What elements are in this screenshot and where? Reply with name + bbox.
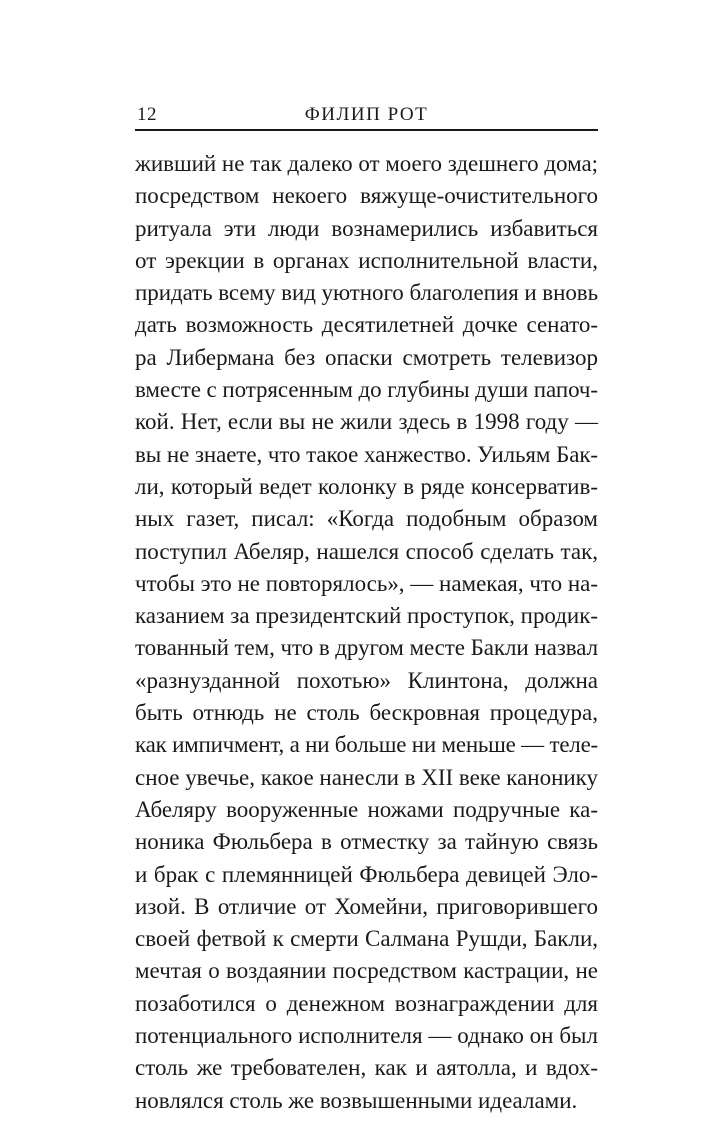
text-line: кой. Нет, если вы не жили здесь в 1998 году — (135, 409, 598, 435)
page-number: 12 (137, 104, 157, 125)
text-line: своей фетвой к смерти Салмана Рушди, Бакли, (135, 926, 598, 952)
text-line: мечтая о воздаянии посредством кастрации, не (135, 958, 598, 984)
text-line: как импичмент, а ни больше ни меньше — теле- (135, 732, 598, 758)
running-head-author: ФИЛИП РОТ (304, 104, 429, 125)
body-text (135, 148, 598, 1117)
header-rule (135, 129, 598, 131)
text-line: изой. В отличие от Хомейни, приговорившего (135, 893, 598, 919)
text-line: «разнузданной похотью» Клинтона, должна (135, 667, 598, 693)
text-line: казанием за президентский проступок, продик- (135, 603, 599, 629)
text-line: чтобы это не повторялось», — намекая, что на- (135, 570, 599, 596)
text-line: дать возможность десятилетней дочке сенато- (135, 312, 598, 338)
text-line: ра Либермана без опаски смотреть телевизор (135, 344, 598, 370)
running-head (135, 98, 598, 128)
text-line: ритуала эти люди вознамерились избавиться (135, 215, 598, 241)
text-line: придать всему вид уютного благолепия и вновь (135, 280, 598, 306)
text-line: ли, который ведет колонку в ряде консерватив- (135, 473, 598, 499)
text-line: быть отнюдь не столь бескровная процедура, (135, 700, 598, 726)
text-line: ноника Фюльбера в отместку за тайную связь (135, 829, 598, 855)
text-line: Абеляру вооруженные ножами подручные ка- (135, 796, 598, 822)
text-line: потенциального исполнителя — однако он был (135, 1023, 598, 1049)
text-line: позаботился о денежном вознаграждении для (135, 990, 598, 1016)
text-line: новлялся столь же возвышенными идеалами. (135, 1087, 578, 1113)
text-line: столь же требователен, как и аятолла, и вдох- (135, 1055, 598, 1081)
text-line: поступил Абеляр, нашелся способ сделать так, (135, 538, 598, 564)
text-line: живший не так далеко от моего здешнего дома; (135, 151, 598, 176)
text-line: от эрекции в органах исполнительной власти, (135, 247, 598, 273)
text-line: вы не знаете, что такое ханжество. Уильям Бак- (135, 441, 599, 467)
text-line: сное увечье, какое нанесли в XII веке канонику (135, 764, 599, 790)
text-line: и брак с племянницей Фюльбера девицей Эло- (135, 861, 598, 887)
text-line: посредством некоего вяжуще-очистительного (135, 183, 598, 209)
text-line: ных газет, писал: «Когда подобным образом (135, 506, 598, 532)
text-line: тованный тем, что в другом месте Бакли назвал (135, 635, 598, 661)
text-line: вместе с потрясенным до глубины души папоч- (135, 377, 598, 403)
